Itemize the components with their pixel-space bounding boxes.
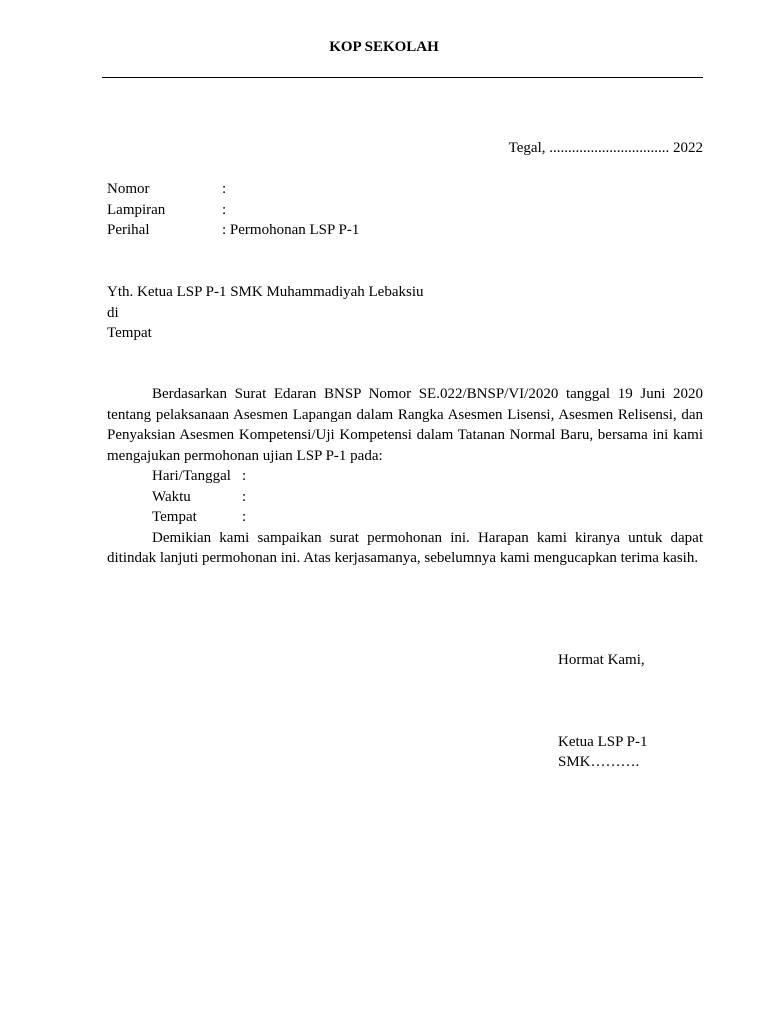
letterhead-title: KOP SEKOLAH xyxy=(329,39,439,55)
recipient-line: Yth. Ketua LSP P-1 SMK Muhammadiyah Lebaksiu xyxy=(107,284,424,300)
signatory-title: Ketua LSP P-1 xyxy=(558,733,648,750)
closing-salutation: Hormat Kami, xyxy=(558,652,645,668)
meta-label: Lampiran xyxy=(107,201,166,218)
field-row-time xyxy=(152,487,703,508)
field-value: : xyxy=(242,488,247,505)
field-value: : xyxy=(242,509,247,525)
recipient-block xyxy=(107,282,424,344)
meta-value: : xyxy=(222,181,227,197)
date-line: Tegal, ................................ 2022 xyxy=(508,140,703,156)
letterhead-divider xyxy=(102,77,703,78)
letter-body xyxy=(107,384,703,569)
meta-row-perihal xyxy=(107,220,359,241)
field-value: : xyxy=(242,468,247,484)
field-label: Tempat xyxy=(152,509,197,525)
field-row-place xyxy=(152,507,703,528)
meta-label: Nomor xyxy=(107,181,150,197)
signature-block xyxy=(558,650,647,773)
field-label: Hari/Tanggal xyxy=(152,468,231,484)
recipient-line: Tempat xyxy=(107,325,152,341)
body-paragraph-closing: Demikian kami sampaikan surat permohonan ini. Harapan kami kiranya untuk dapat ditindak lanjuti permohonan ini. Atas kerjasamanya, sebelumnya kami mengucapkan terima kasih. xyxy=(107,529,703,566)
schedule-fields xyxy=(152,466,703,528)
field-row-date xyxy=(152,466,703,487)
letter-meta xyxy=(107,179,359,241)
meta-row-lampiran xyxy=(107,200,359,221)
recipient-line: di xyxy=(107,304,119,321)
signatory-school: SMK………. xyxy=(558,754,640,770)
meta-label: Perihal xyxy=(107,222,150,238)
meta-value: : Permohonan LSP P-1 xyxy=(222,222,360,238)
meta-value: : xyxy=(222,201,227,218)
field-label: Waktu xyxy=(152,488,191,505)
body-paragraph-intro: Berdasarkan Surat Edaran BNSP Nomor SE.022/BNSP/VI/2020 tanggal 19 Juni 2020 tentang pelaksanaan Asesmen Lapangan dalam Rangka Asesmen Lisensi, Asesmen Relisensi, dan Penyaksian Asesmen Kompetensi/Uji Kompetensi dalam Tatanan Normal Baru, bersama ini kami mengajukan permohonan ujian LSP P-1 pada: xyxy=(107,386,703,464)
meta-row-nomor xyxy=(107,179,359,200)
